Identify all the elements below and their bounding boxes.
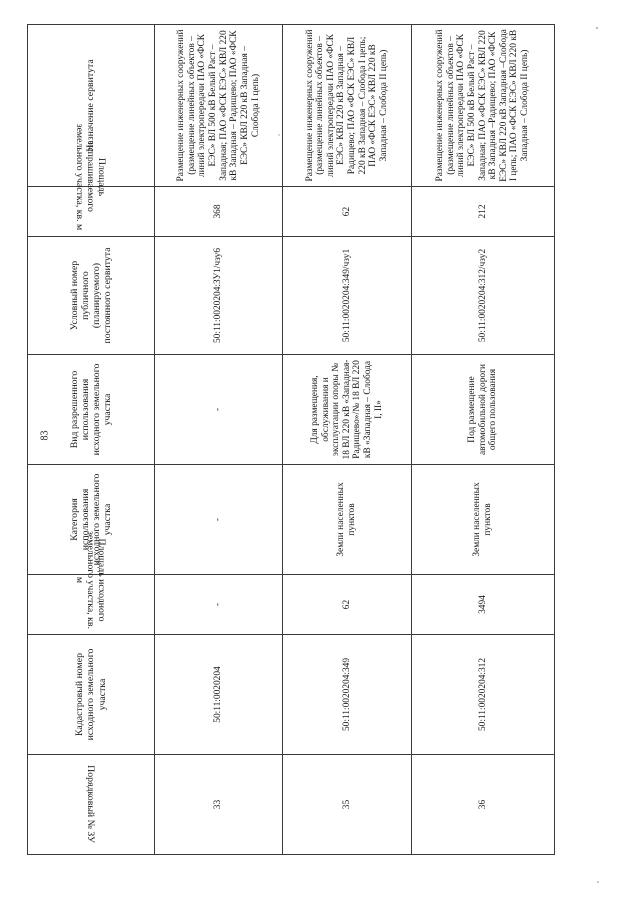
cell-servitude-purpose: Размещение инженерных сооружений (размещение линейных объектов – линий электропередачи ПАО «ФСК ЕЭС» ВЛ 500 кВ Белый Раст – Западная; ПАО «ФСК ЕЭС» КВЛ 220 кВ Западная –Радищево; ПАО «ФСК ЕЭС» КВЛ 220 кВ Западная –Слобода I цепь; ПАО «ФСК ЕЭС» КВЛ 220 кВ Западная – Слобода II цепь) xyxy=(411,25,554,187)
cell-permitted-use: - xyxy=(155,355,283,465)
table-row xyxy=(411,25,554,855)
cell-cadastral-number: 50:11:0020204 xyxy=(155,635,283,755)
header-ordinal-number: Порядковый № ЗУ xyxy=(28,755,155,855)
cell-servitude-purpose: Размещение инженерных сооружений (размещение линейных объектов – линий электропередачи ПАО «ФСК ЕЭС» ВЛ 500 кВ Белый Раст – Западная; ПАО «ФСК ЕЭС» КВЛ 220 кВ Западная – Радищево; ПАО «ФСК ЕЭС» КВЛ 220 кВ Западная – Слобода I цепь) xyxy=(155,25,283,187)
cell-land-category: Земли населенных пунктов xyxy=(411,465,554,575)
cell-land-category: - xyxy=(155,465,283,575)
cell-requested-area: 62 xyxy=(283,187,411,237)
table-row xyxy=(283,25,411,855)
page-number: 83 xyxy=(39,430,51,441)
cell-servitude-number: 50:11:0020204:312/чзу2 xyxy=(411,237,554,355)
cell-source-area: - xyxy=(155,575,283,635)
cell-permitted-use: Для размещения, обслуживания и эксплуатации опоры № 18 ВЛ 220 кВ «Западная-Радищево»/№ 18 ВЛ 220 кВ «Западная – Слобода I, II» xyxy=(283,355,411,465)
cell-ordinal-number: 33 xyxy=(155,755,283,855)
cell-land-category: Земли населенных пунктов xyxy=(283,465,411,575)
header-land-category: Категория использования исходного земельного участка xyxy=(28,465,155,575)
header-cadastral-number: Кадастровый номер исходного земельного участка xyxy=(28,635,155,755)
servitude-table xyxy=(27,24,555,855)
table-row xyxy=(155,25,283,855)
cell-permitted-use: Под размещение автомобильной дороги общего пользования xyxy=(411,355,554,465)
header-requested-area: Площадь испрашиваемого земельного участка, кв. м xyxy=(28,187,155,237)
cell-requested-area: 368 xyxy=(155,187,283,237)
cell-cadastral-number: 50:11:0020204:349 xyxy=(283,635,411,755)
cell-ordinal-number: 36 xyxy=(411,755,554,855)
header-servitude-number: Условный номер публичного (планируемого) постоянного сервитута xyxy=(28,237,155,355)
cell-servitude-number: 50:11:0020204:349/чзу1 xyxy=(283,237,411,355)
cell-cadastral-number: 50:11:0020204:312 xyxy=(411,635,554,755)
cell-servitude-purpose: Размещение инженерных сооружений (размещение линейных объектов – линий электропередачи ПАО «ФСК ЕЭС» КВЛ 220 кВ Западная –Радищево; ПАО «ФСК ЕЭС» КВЛ 220 кВ Западная – Слобода I цепь; ПАО «ФСК ЕЭС» КВЛ 220 кВ Западная – Слобода II цепь) xyxy=(283,25,411,187)
header-source-area: Площадь исходного земельного участка, кв. м xyxy=(28,575,155,635)
header-row xyxy=(28,25,155,855)
header-servitude-purpose: Назначение сервитута xyxy=(28,25,155,187)
servitude-table-rotated xyxy=(27,25,555,855)
header-permitted-use: Вид разрешенного использования исходного земельного участка xyxy=(28,355,155,465)
cell-servitude-number: 50:11:0020204:ЗУ1/чзу6 xyxy=(155,237,283,355)
cell-source-area: 62 xyxy=(283,575,411,635)
cell-ordinal-number: 35 xyxy=(283,755,411,855)
cell-source-area: 3494 xyxy=(411,575,554,635)
cell-requested-area: 212 xyxy=(411,187,554,237)
